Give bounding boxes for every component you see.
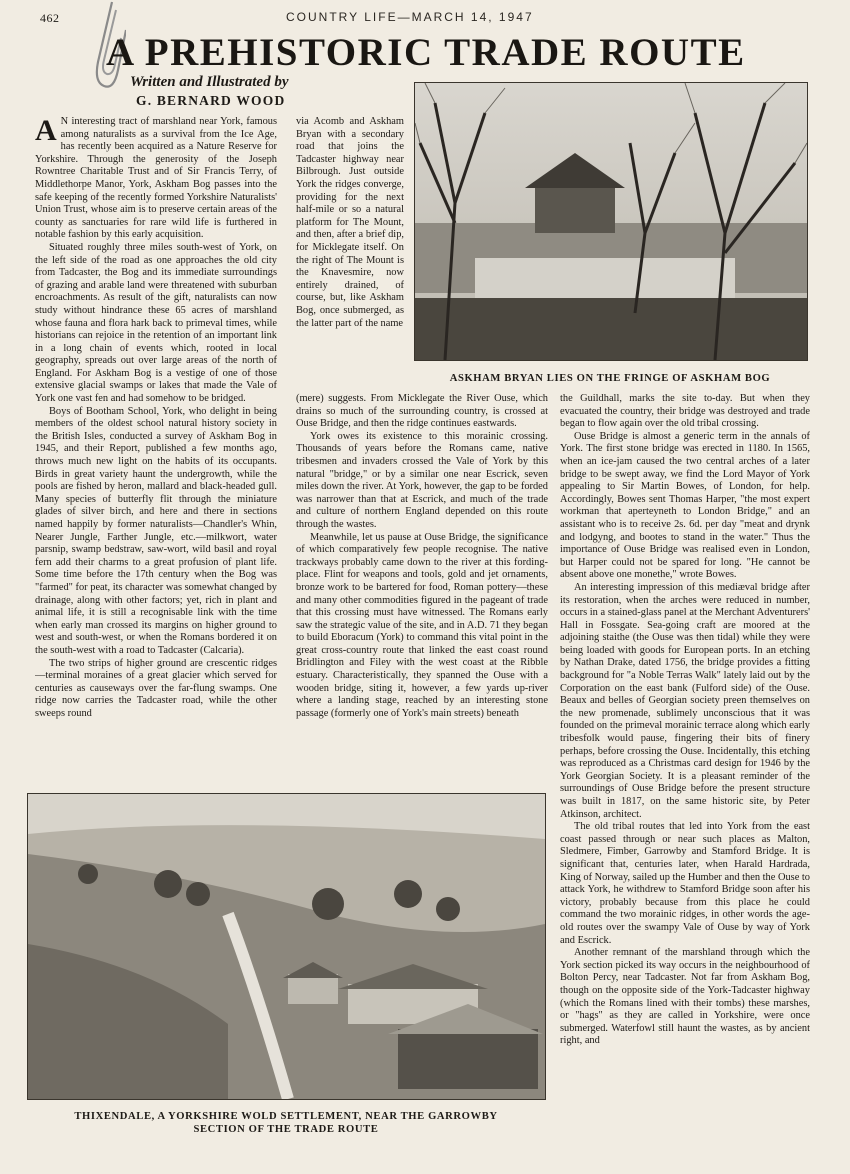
paragraph-col3-4: The old tribal routes that led into York from the east coast passed through or near such places as Malton, Sledmere, Fimber, Garrowby and Stamford Bridge. It is significant that, centuries later, when Harald Hardrada, King of Norway, sailed up the Humber and then the Ouse to attack York, he withdrew to Stamford Bridge soon after his victory, probably because from this place he could command the two morainic ridges, in other words the age-old routes over the swampy Vale of Ouse by way of York and Escrick. bbox=[560, 821, 810, 946]
top-photo-caption: ASKHAM BRYAN LIES ON THE FRINGE OF ASKHAM BOG bbox=[449, 373, 771, 384]
photo-thixendale-image bbox=[28, 794, 545, 1099]
drop-cap: A bbox=[35, 116, 57, 147]
page-number: 462 bbox=[40, 11, 60, 25]
column-3 bbox=[560, 393, 810, 1138]
paragraph-col3-3: An interesting impression of this mediæval bridge after its restoration, when the arches were reduced in number, occurs in a stained-glass panel at the Merchant Adventurers' Hall in Fossgate. Sea-going craft are moored at the adjoining staithe (the Ouse was then tidal) while they were being loaded with goods for European ports. In an etching by Nathan Drake, dated 1756, the bridge provides a fitting background for "a Noble Terras Walk" lately laid out by the Corporation on the east bank (Fulford side) of the Ouse. Beaux and belles of Georgian society preen themselves on the new promenade, sublimely unconscious that it was founded on the primeval morainic terrace along which early tribesfolk would pause, fingering their bits of finery perhaps, before crossing the Ouse. Incidentally, this etching was reproduced as a Christmas card design for 1946 by the York Georgian Society. It is a pleasant reminder of the surroundings of Ouse Bridge before the present structure was built in 1817, on the same historic site, by Peter Atkinson, architect. bbox=[560, 581, 810, 820]
column-1 bbox=[35, 116, 277, 784]
askham-bryan-photo bbox=[414, 82, 808, 361]
paragraph-col2-2: York owes its existence to this morainic crossing. Thousands of years before the Romans came, native tribesmen and invaders crossed the Vale of York by this natural "bridge," or by a similar one near Escrick, seven miles down the river. At York, however, the gap to be forded was narrower than that at Escrick, and much of the trade and culture of northern England depended on this route through the wastes. bbox=[296, 430, 548, 530]
photo-askham-bryan-image bbox=[415, 83, 807, 360]
paragraph-1: A N interesting tract of marshland near York, famous among naturalists as a survival from the Ice Age, has recently been acquired as a Nature Reserve for Yorkshire. Through the generosity of the Joseph Rowntree Charitable Trust and of Sir Francis Terry, of Middlethorpe Manor, York, Askham Bog passes into the safe keeping of the recently formed Yorkshire Naturalists' Union Trust, whose aim is to preserve certain areas of the county as sanctuaries for rare wild life is furthered in notable fashion by this early acquisition. bbox=[35, 116, 277, 241]
paragraph-col3-2: Ouse Bridge is almost a generic term in the annals of York. The first stone bridge was erected in 1180. In 1565, when an ice-jam caused the two central arches of a later bridge to be swept away, we find the Lord Mayor of York appealing to Sir Martin Bowes, of London, for help. Accordingly, Bowes sent Thomas Harper, "the most expert workman that aperteyneth to London Bridge," and an assistant who is to receive 2s. 6d. per day "meat and drynk and lodgyng, and bootes to stand in the water." Thus the importance of Ouse Bridge was realised even in London, but Harper could not be spared for long. "He cannot be absent above one monethe," wrote Bowes. bbox=[560, 430, 810, 581]
paragraph-4: The two strips of higher ground are crescentic ridges—terminal moraines of a great glacier which served for centuries as causeways over the far-flung swamps. One ridge now carries the Tadcaster road, while the other sweeps round bbox=[35, 657, 277, 719]
column-2 bbox=[296, 393, 548, 785]
paragraph-2: Situated roughly three miles south-west of York, on the left side of the road as one approaches the old city from Tadcaster, the Bog and its immediate surroundings of grazing and arable land were threatened with suburban encroachments. As result of the gift, naturalists can now study without hindrance these 65 acres of marshland whose fauna and flora hark back to primeval times, while historians can rejoice in the retention of an important link in a long chain of events which, rooted in local geography, spreads out over large areas of the north of England. For Askham Bog is a vestige of one of those extensive glacial swamps or lakes that made the Vale of York one vast fen and had somehow to be bridged. bbox=[35, 241, 277, 405]
bottom-caption-line-2: SECTION OF THE TRADE ROUTE bbox=[193, 1124, 379, 1135]
running-head: COUNTRY LIFE—MARCH 14, 1947 bbox=[286, 10, 534, 24]
byline-written: Written and Illustrated by bbox=[130, 74, 289, 90]
column-2-top bbox=[296, 116, 404, 392]
paragraph-col3-5: Another remnant of the marshland through which the York section picked its way occurs in the neighbourhood of Bolton Percy, near Tadcaster. Not far from Askham Bog, though on the opposite side of the York-Tadcaster highway (which the Romans lined with their tombs) these marshes, or "hags" as they are called in Yorkshire, were once submerged. Waterfowl still haunt the wastes, as by ancient right, and bbox=[560, 947, 810, 1047]
bottom-caption-line-1: THIXENDALE, A YORKSHIRE WOLD SETTLEMENT, NEAR THE GARROWBY bbox=[74, 1111, 498, 1122]
article-title: A PREHISTORIC TRADE ROUTE bbox=[106, 31, 746, 74]
paragraph-col2-3: Meanwhile, let us pause at Ouse Bridge, the significance of which comparatively few people recognise. The native trackways probably came down to the river at this fording-place. Flint for weapons and tools, gold and jet ornaments, bronze work to be bartered for food, Roman pottery—these and many other commodities figured in the pageant of trade that this crossing must have witnessed. The Romans early saw the strategic value of the site, and in A.D. 71 they began to build Eboracum (York) to command this vital point in the great cross-country route that linked the east coast round Bridlington and Filey with the west coast at the Ribble estuary. Characteristically, they spanned the Ouse with a wooden bridge, siting it, however, a few yards up-river where a landing stage, reached by an interesting stone passage (formerly one of York's main streets) beneath bbox=[296, 531, 548, 719]
byline-author: G. BERNARD WOOD bbox=[136, 93, 286, 108]
paragraph-col2-1: (mere) suggests. From Micklegate the River Ouse, which drains so much of the surrounding country, is crossed at Ouse Bridge, and then the ridge continues eastwards. bbox=[296, 393, 548, 430]
thixendale-photo bbox=[27, 793, 546, 1100]
bottom-photo-caption bbox=[20, 1110, 552, 1136]
paragraph-3: Boys of Bootham School, York, who delight in being members of the oldest school natural history society in the British Isles, conducted a survey of Askham Bog in 1945, and their Report, published a few months ago, throws much new light on the habits of its occupants. Birds in great variety haunt the undergrowth, while the pools are fished by heron, mallard and black-headed gull. Many species of butterfly flit through the miniature glades of silver birch, and here and there in sections named happily by former naturalists—Chandler's Whin, Nearer Jungle, Farther Jungle, etc.—milkwort, water parsnip, swamp bedstraw, saw-wort, wild basil and royal fern add their charms to a great profusion of plant life. Some time before the 17th century when the Bog was "farmed" for peat, its character was somewhat changed by drainage, along with other factors; yet, rich in plant and animal life, it is still a recognisable link with the time when early man crossed its margins on higher ground to west and south-west, or when the Romans bordered it on the south-west with a road to Tadcaster (Calcaria). bbox=[35, 405, 277, 656]
paragraph-col3-1: the Guildhall, marks the site to-day. But when they evacuated the country, their bridge was destroyed and trade began to flow again over the old tribal crossing. bbox=[560, 393, 810, 430]
paragraph-col2-top: via Acomb and Askham Bryan with a secondary road that joins the Tadcaster highway near Bilbrough. Just outside York the ridges converge, providing for the next half-mile or so a natural platform for The Mount, and then, after a brief dip, for Micklegate itself. On the right of The Mount is the Knavesmire, now entirely drained, of course, but, like Askham Bog, once submerged, as the latter part of the name bbox=[296, 116, 404, 329]
